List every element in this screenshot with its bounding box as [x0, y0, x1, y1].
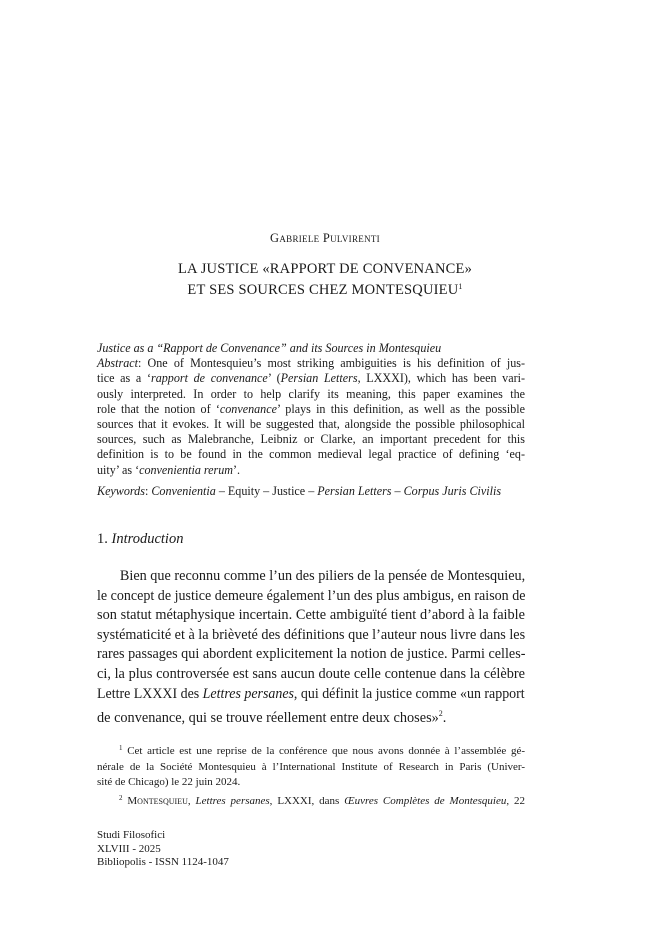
- body-line: le concept de justice demeure également l’un des plus ambigus, en raison de: [97, 587, 526, 604]
- footnote-1-line: sité de Chicago) le 22 juin 2024.: [97, 776, 241, 789]
- abstract-label: Abstract: [97, 356, 138, 371]
- abstract-line: definition is to be found in the common medieval legal practice of defining ‘eq-: [97, 447, 525, 462]
- keyword: Convenientia: [151, 484, 216, 498]
- footnote-1: $^1$ Cet article est une reprise de la conférence que nous avons donnée à l’assemblée gé-: [119, 744, 525, 757]
- keywords-label: Keywords: [97, 484, 145, 498]
- section-number: 1.: [97, 531, 108, 547]
- body-line: rares passages qui abordent explicitement la notion de justice. Parmi celles-: [97, 646, 526, 663]
- abstract-line: Abstract: One of Montesquieu’s most striking ambiguities is his definition of jus-: [97, 356, 525, 371]
- keywords-line: Keywords: Convenientia – Equity – Justice – Persian Letters – Corpus Juris Civilis: [97, 484, 502, 498]
- title-line-1: LA JUSTICE «RAPPORT DE CONVENANCE»: [177, 261, 473, 277]
- title-line-2: ET SES SOURCES CHEZ MONTESQUIEU$^1$: [187, 282, 463, 298]
- abstract-line: ously interpreted. In order to help clarify its meaning, this paper examines the: [97, 386, 525, 401]
- abstract-english-title: Justice as a “Rapport de Convenance” and its Sources in Montesquieu: [97, 341, 442, 355]
- keyword: Justice: [272, 484, 306, 498]
- body-line: Lettre LXXXI des Lettres persanes, qui définit la justice comme «un rapport: [97, 685, 525, 702]
- abstract-line: role that the notion of ‘convenance’ plays in this definition, as well as the possible: [97, 401, 525, 416]
- body-paragraph: [97, 567, 525, 729]
- footnote-ref-2[interactable]: 2: [438, 709, 443, 719]
- body-line: de convenance, qui se trouve réellement entre deux choses»$^2$.: [97, 709, 447, 727]
- body-line: Bien que reconnu comme l’un des piliers de la pensée de Montesquieu,: [119, 568, 526, 584]
- author-name: Gabriele Pulvirenti: [270, 231, 380, 245]
- footnote-mark: 1: [119, 744, 123, 752]
- footnote-1-line: nérale de la Société Montesquieu à l’International Institute of Research in Paris (Univer-: [97, 760, 525, 773]
- keyword: Corpus Juris Civilis: [403, 484, 502, 498]
- article-title: [60, 261, 590, 299]
- abstract-line: uity’ as ‘convenientia rerum’.: [97, 462, 241, 477]
- footnote-2: $^2$ Montesquieu, Lettres persanes, LXXXI, dans Œuvres Complètes de Montesquieu, 22: [119, 793, 526, 807]
- abstract-block: [97, 341, 525, 478]
- keyword: Persian Letters: [317, 484, 392, 498]
- abstract-line: sources that it evokes. It will be suggested that, alongside the possible philosophical: [97, 417, 525, 432]
- body-line: son statut métaphysique incertain. Cette ambiguïté tient d’abord à la faible: [97, 607, 525, 624]
- keyword: Equity: [227, 484, 261, 498]
- journal-imprint: [97, 829, 229, 870]
- abstract-line: sources, such as Malebranche, Leibniz or Clarke, an important precedent for this: [97, 432, 525, 447]
- body-line: systématicité et à la brièveté des définitions que l’auteur nous livre dans les: [97, 626, 526, 643]
- section-title: Introduction: [111, 531, 184, 547]
- section-heading: [97, 531, 183, 548]
- journal-publisher: Bibliopolis - ISSN 1124-1047: [97, 856, 229, 868]
- abstract-line: tice as a ‘rapport de convenance’ (Persian Letters, LXXXI), which has been vari-: [97, 371, 525, 386]
- title-footnote-mark[interactable]: 1: [458, 282, 463, 291]
- journal-name: Studi Filosofici: [97, 829, 166, 841]
- footnote-mark: 2: [119, 793, 123, 802]
- journal-volume: XLVIII - 2025: [97, 842, 161, 855]
- footnotes: [97, 741, 525, 809]
- body-line: ci, la plus controversée est sans aucun doute celle contenue dans la célèbre: [97, 665, 525, 682]
